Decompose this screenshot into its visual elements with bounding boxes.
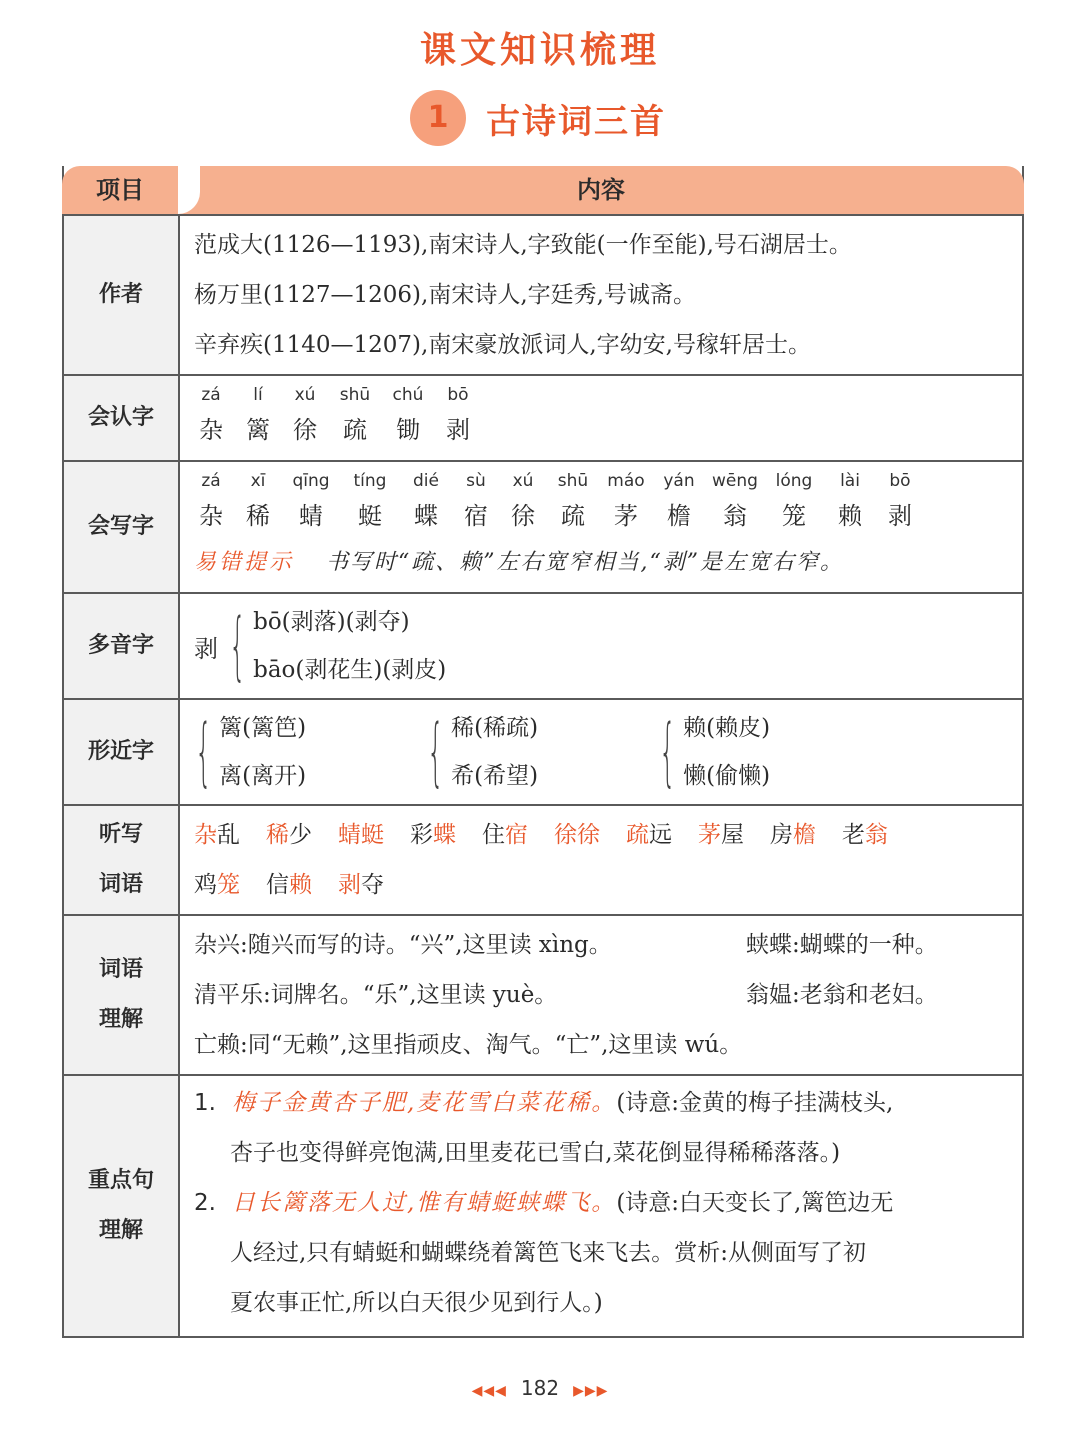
hanzi: 徐 (511, 502, 535, 530)
row-label (64, 806, 180, 914)
context-char: 鸡 (194, 872, 217, 898)
pinyin-char (194, 378, 228, 452)
hanzi: 篱 (246, 416, 270, 444)
pinyin: qīng (292, 471, 330, 491)
row-content (180, 1076, 1022, 1336)
context-char: 住 (482, 822, 505, 848)
poem-line: 日长篱落无人过,惟有蜻蜓蛱蝶飞。 (232, 1190, 617, 1216)
target-char: 疏 (626, 822, 649, 848)
definition: 亡赖:同“无赖”,这里指顽皮、淘气。“亡”,这里读 wú。 (194, 1032, 743, 1058)
hanzi: 蜻 (299, 502, 323, 530)
hanzi: 翁 (723, 502, 747, 530)
similar-word: 稀(稀疏) (451, 715, 539, 741)
row-label (64, 376, 180, 460)
author-line: 杨万里(1127—1206),南宋诗人,字廷秀,号诚斋。 (194, 282, 696, 308)
row-polyphone (64, 592, 1022, 698)
dictation-word (266, 860, 312, 910)
row-write (64, 460, 1022, 592)
pinyin: xú (512, 471, 534, 491)
explanation: 杏子也变得鲜亮饱满,田里麦花已雪白,菜花倒显得稀稀落落。) (230, 1140, 841, 1166)
context-char: 彩 (410, 822, 433, 848)
similar-group (188, 704, 420, 800)
hanzi: 宿 (464, 502, 488, 530)
pinyin-char (241, 378, 275, 452)
hanzi: 徐 (293, 416, 317, 444)
definition-line (194, 970, 1022, 1020)
pinyin: xī (250, 471, 266, 491)
similar-word: 懒(偷懒) (683, 763, 771, 789)
context-char: 夺 (361, 872, 384, 898)
tip-label: 易错提示 (194, 550, 295, 575)
brace-icon: { (195, 709, 212, 795)
pinyin-char (883, 464, 917, 538)
row-label (64, 700, 180, 804)
dictation-word (770, 810, 816, 860)
polyphone-char: 剥 (194, 634, 218, 663)
page-footer (0, 1376, 1080, 1400)
definition-line (194, 920, 1022, 970)
target-char: 稀 (266, 822, 289, 848)
target-char: 剥 (338, 872, 361, 898)
row-content (180, 806, 1022, 914)
hanzi: 剥 (446, 416, 470, 444)
header-content (178, 166, 1024, 214)
dictation-word (842, 810, 888, 860)
row-content (180, 700, 1022, 804)
header-content-label: 内容 (577, 176, 625, 204)
sentence-line (194, 1178, 1022, 1228)
tip-text: 书写时“疏、赖”左右宽窄相当,“剥”是左宽右窄。 (326, 550, 844, 575)
hanzi: 蜓 (358, 502, 382, 530)
label-text: 听写 (98, 822, 143, 847)
dictation-word (482, 810, 528, 860)
pinyin: lí (253, 385, 263, 405)
pinyin: shū (557, 471, 589, 491)
target-char: 蜻蜓 (338, 822, 384, 848)
target-char: 杂 (194, 822, 217, 848)
label-text: 形近字 (87, 739, 154, 764)
row-label (64, 916, 180, 1074)
hanzi: 笼 (782, 502, 806, 530)
dictation-word (698, 810, 744, 860)
target-char: 笼 (217, 872, 240, 898)
context-char: 乱 (217, 822, 240, 848)
similar-group (420, 704, 652, 800)
target-char: 茅 (698, 822, 721, 848)
dictation-word (338, 860, 384, 910)
hanzi: 檐 (667, 502, 691, 530)
label-text: 作者 (98, 282, 143, 307)
dictation-word (410, 810, 456, 860)
dictation-line (194, 860, 1022, 910)
dictation-word (338, 810, 384, 860)
pinyin-char-list (194, 464, 1022, 538)
label-text: 理解 (98, 1007, 143, 1032)
hanzi: 锄 (396, 416, 420, 444)
row-content (180, 916, 1022, 1074)
next-arrows-icon: ▶▶▶ (573, 1383, 609, 1399)
context-char: 信 (266, 872, 289, 898)
definition-line (194, 1020, 1022, 1070)
header-item: 项目 (62, 166, 178, 214)
poem-line: 梅子金黄杏子肥,麦花雪白菜花稀。 (232, 1090, 617, 1116)
pinyin-char (388, 378, 428, 452)
row-content (180, 462, 1022, 592)
dictation-word (554, 810, 600, 860)
pinyin-char-list (194, 378, 1022, 452)
pinyin-char (406, 464, 446, 538)
pinyin-char (335, 378, 375, 452)
definition: 清平乐:词牌名。“乐”,这里读 yuè。 (194, 982, 558, 1008)
error-tip (194, 538, 1022, 588)
author-line: 辛弃疾(1140—1207),南宋豪放派词人,字幼安,号稼轩居士。 (194, 332, 811, 358)
dictation-word (194, 810, 240, 860)
label-text: 重点句 (87, 1168, 154, 1193)
similar-word: 离(离开) (219, 763, 307, 789)
explanation: (诗意:白天变长了,篱笆边无 (616, 1190, 894, 1216)
explanation: (诗意:金黄的梅子挂满枝头, (616, 1090, 894, 1116)
label-text: 会认字 (87, 405, 154, 430)
polyphone-reading: bō(剥落)(剥夺) (253, 609, 410, 635)
hanzi: 杂 (199, 416, 223, 444)
pinyin: dié (413, 471, 439, 491)
sentence-line (194, 1078, 1022, 1128)
pinyin-char (830, 464, 870, 538)
pinyin-char (459, 464, 493, 538)
row-label (64, 1076, 180, 1336)
hanzi: 茅 (614, 502, 638, 530)
definition: 蛱蝶:蝴蝶的一种。 (746, 932, 938, 958)
pinyin: tíng (353, 471, 387, 491)
pinyin-char (441, 378, 475, 452)
brace-icon: { (427, 709, 444, 795)
pinyin: wēng (712, 471, 758, 491)
pinyin-char (606, 464, 646, 538)
row-dictation (64, 804, 1022, 914)
knowledge-table (62, 166, 1024, 1338)
target-char: 徐徐 (554, 822, 600, 848)
label-text: 理解 (98, 1218, 143, 1243)
dictation-word (626, 810, 672, 860)
pinyin-char (288, 378, 322, 452)
context-char: 少 (289, 822, 312, 848)
pinyin: xú (294, 385, 316, 405)
label-text: 词语 (98, 872, 143, 897)
target-char: 蝶 (433, 822, 456, 848)
dictation-word (194, 860, 240, 910)
pinyin: bō (889, 471, 911, 491)
hanzi: 赖 (838, 502, 862, 530)
target-char: 翁 (865, 822, 888, 848)
row-author (64, 214, 1022, 374)
context-char: 远 (649, 822, 672, 848)
pinyin: zá (201, 471, 221, 491)
lesson-header (0, 90, 1080, 150)
pinyin-char (553, 464, 593, 538)
pinyin: chú (392, 385, 424, 405)
pinyin-char (712, 464, 758, 538)
definition: 翁媪:老翁和老妇。 (746, 982, 938, 1008)
row-words (64, 914, 1022, 1074)
target-char: 檐 (793, 822, 816, 848)
hanzi: 疏 (561, 502, 585, 530)
label-text: 会写字 (87, 514, 154, 539)
similar-word: 希(希望) (451, 763, 539, 789)
pinyin: lài (840, 471, 860, 491)
row-label (64, 594, 180, 698)
page-title: 课文知识梳理 (419, 30, 660, 71)
explanation: 夏农事正忙,所以白天很少见到行人。) (230, 1290, 603, 1316)
hanzi: 稀 (246, 502, 270, 530)
definition: 杂兴:随兴而写的诗。“兴”,这里读 xìng。 (194, 932, 612, 958)
author-line: 范成大(1126—1193),南宋诗人,字致能(一作至能),号石湖居士。 (194, 232, 852, 258)
hanzi: 剥 (888, 502, 912, 530)
row-content (180, 216, 1022, 374)
pinyin-char (347, 464, 393, 538)
row-label (64, 462, 180, 592)
pinyin-char (194, 464, 228, 538)
target-char: 宿 (505, 822, 528, 848)
context-char: 老 (842, 822, 865, 848)
lesson-title: 古诗词三首 (486, 102, 666, 142)
pinyin-char (288, 464, 334, 538)
pinyin-char (241, 464, 275, 538)
pinyin: bō (447, 385, 469, 405)
row-content (180, 594, 1022, 698)
explanation: 人经过,只有蜻蜓和蝴蝶绕着篱笆飞来飞去。赏析:从侧面写了初 (230, 1240, 867, 1266)
row-key-sentences (64, 1074, 1022, 1336)
dictation-line (194, 810, 1022, 860)
pinyin: máo (607, 471, 645, 491)
polyphone-reading: bāo(剥花生)(剥皮) (253, 657, 447, 683)
similar-group (652, 704, 884, 800)
similar-word: 赖(赖皮) (683, 715, 771, 741)
pinyin: lóng (775, 471, 813, 491)
row-recognize (64, 374, 1022, 460)
page-number: 182 (520, 1376, 560, 1400)
pinyin-char (506, 464, 540, 538)
sentence-number: 2. (194, 1190, 216, 1216)
sentence-number: 1. (194, 1090, 216, 1116)
pinyin-char (659, 464, 699, 538)
pinyin: yán (663, 471, 695, 491)
brace-icon: { (659, 709, 676, 795)
row-content (180, 376, 1022, 460)
context-char: 房 (770, 822, 793, 848)
label-text: 多音字 (87, 633, 154, 658)
label-text: 词语 (98, 957, 143, 982)
lesson-number-badge: 1 (410, 90, 466, 146)
dictation-word (266, 810, 312, 860)
pinyin: shū (339, 385, 371, 405)
context-char: 屋 (721, 822, 744, 848)
row-label (64, 216, 180, 374)
pinyin: sù (466, 471, 486, 491)
target-char: 赖 (289, 872, 312, 898)
brace-icon: { (229, 603, 246, 689)
hanzi: 杂 (199, 502, 223, 530)
hanzi: 疏 (343, 416, 367, 444)
prev-arrows-icon: ◀◀◀ (471, 1383, 507, 1399)
row-similar (64, 698, 1022, 804)
hanzi: 蝶 (414, 502, 438, 530)
similar-word: 篱(篱笆) (219, 715, 307, 741)
pinyin-char (771, 464, 817, 538)
table-header (64, 166, 1022, 214)
pinyin: zá (201, 385, 221, 405)
